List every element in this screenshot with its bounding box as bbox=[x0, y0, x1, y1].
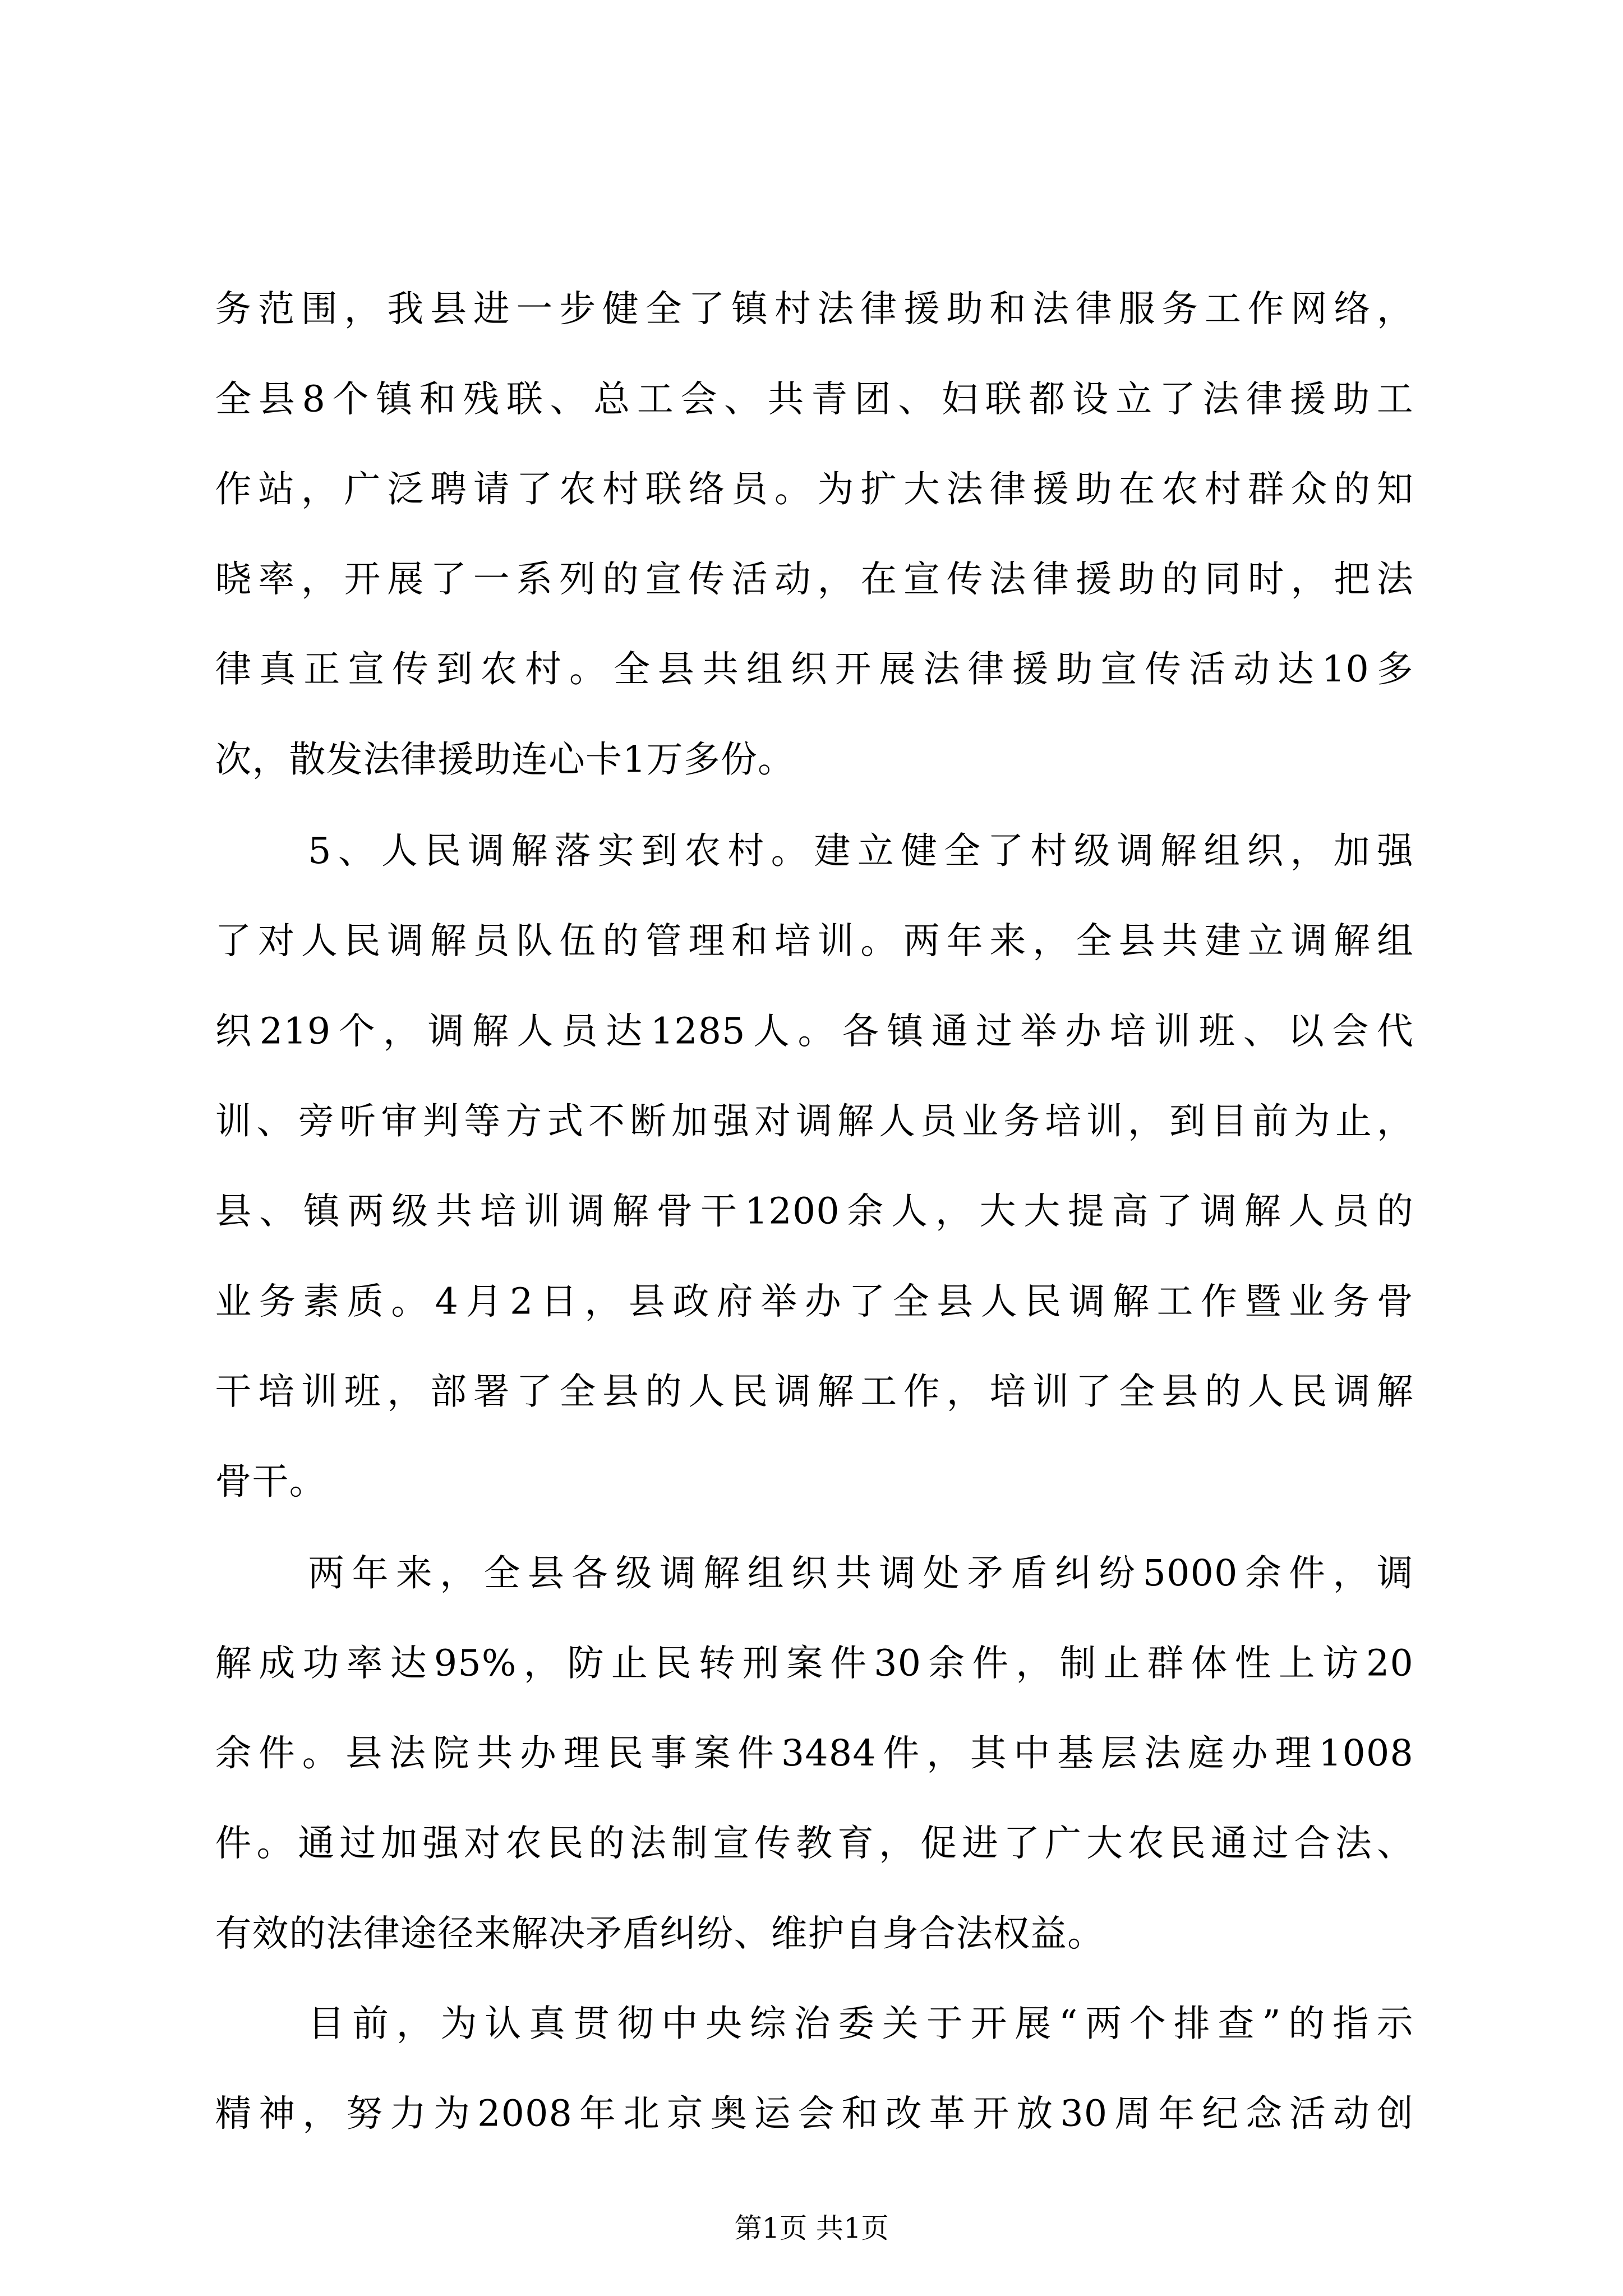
text-line: 解成功率达95%，防止民转刑案件30余件，制止群体性上访20 bbox=[215, 1642, 1414, 1684]
text-line: 余件。县法院共办理民事案件3484件，其中基层法庭办理1008 bbox=[215, 1732, 1414, 1774]
text-line: 次，散发法律援助连心卡1万多份。 bbox=[215, 738, 795, 781]
paragraph-first-line: 两年来，全县各级调解组织共调处矛盾纠纷5000余件，调 bbox=[308, 1552, 1414, 1594]
text-line: 律真正宣传到农村。全县共组织开展法律援助宣传活动达10多 bbox=[215, 648, 1414, 690]
text-line: 务范围，我县进一步健全了镇村法律援助和法律服务工作网络， bbox=[215, 288, 1414, 330]
paragraph-first-line: 目前，为认真贯彻中央综治委关于开展“两个排查”的指示 bbox=[308, 2002, 1414, 2045]
text-line: 业务素质。4月2日，县政府举办了全县人民调解工作暨业务骨 bbox=[215, 1280, 1414, 1322]
page-number-footer: 第1页 共1页 bbox=[734, 2213, 889, 2246]
text-line: 作站，广泛聘请了农村联络员。为扩大法律援助在农村群众的知 bbox=[215, 468, 1414, 510]
text-line: 干培训班，部署了全县的人民调解工作，培训了全县的人民调解 bbox=[215, 1370, 1414, 1413]
text-line: 晓率，开展了一系列的宣传活动，在宣传法律援助的同时，把法 bbox=[215, 557, 1414, 601]
text-line: 全县8个镇和残联、总工会、共青团、妇联都设立了法律援助工 bbox=[215, 377, 1414, 420]
text-line: 织219个，调解人员达1285人。各镇通过举办培训班、以会代 bbox=[215, 1009, 1414, 1052]
text-line: 训、旁听审判等方式不断加强对调解人员业务培训，到目前为止， bbox=[215, 1100, 1414, 1142]
text-line: 精神，努力为2008年北京奥运会和改革开放30周年纪念活动创 bbox=[215, 2092, 1414, 2135]
text-line: 件。通过加强对农民的法制宣传教育，促进了广大农民通过合法、 bbox=[215, 1822, 1414, 1865]
text-line: 了对人民调解员队伍的管理和培训。两年来，全县共建立调解组 bbox=[215, 920, 1414, 962]
text-line: 有效的法律途径来解决矛盾纠纷、维护自身合法权益。 bbox=[215, 1912, 1105, 1954]
text-line: 县、镇两级共培训调解骨干1200余人，大大提高了调解人员的 bbox=[215, 1190, 1414, 1233]
text-line: 骨干。 bbox=[215, 1460, 326, 1503]
paragraph-first-line: 5、人民调解落实到农村。建立健全了村级调解组织，加强 bbox=[308, 829, 1414, 872]
